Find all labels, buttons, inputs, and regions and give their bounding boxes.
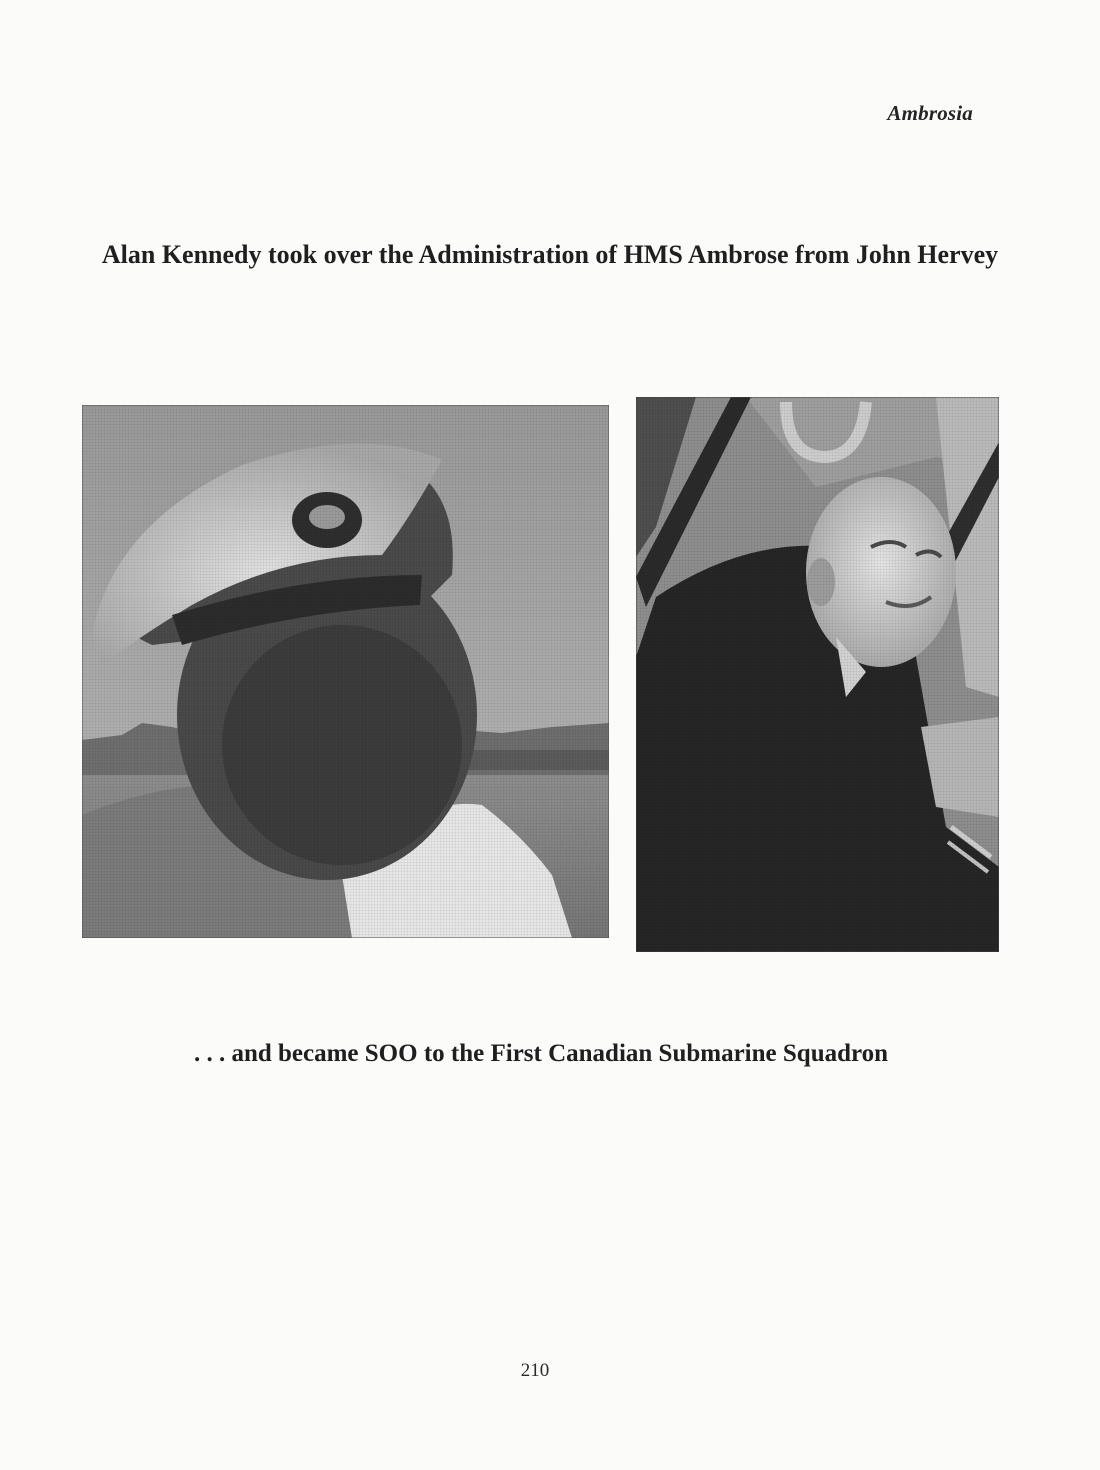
page-title: Alan Kennedy took over the Administration of HMS Ambrose from John Hervey: [101, 240, 999, 269]
photo-officer-in-cap-image: [82, 405, 609, 938]
photo-caption: . . . and became SOO to the First Canadian Submarine Squadron: [193, 1040, 889, 1067]
photo-officer-in-cap: [82, 405, 609, 938]
photo-man-in-vehicle-image: [636, 397, 999, 952]
page-number: 210: [520, 1360, 550, 1381]
photo-man-in-vehicle: [636, 397, 999, 952]
running-head: Ambrosia: [887, 101, 973, 125]
